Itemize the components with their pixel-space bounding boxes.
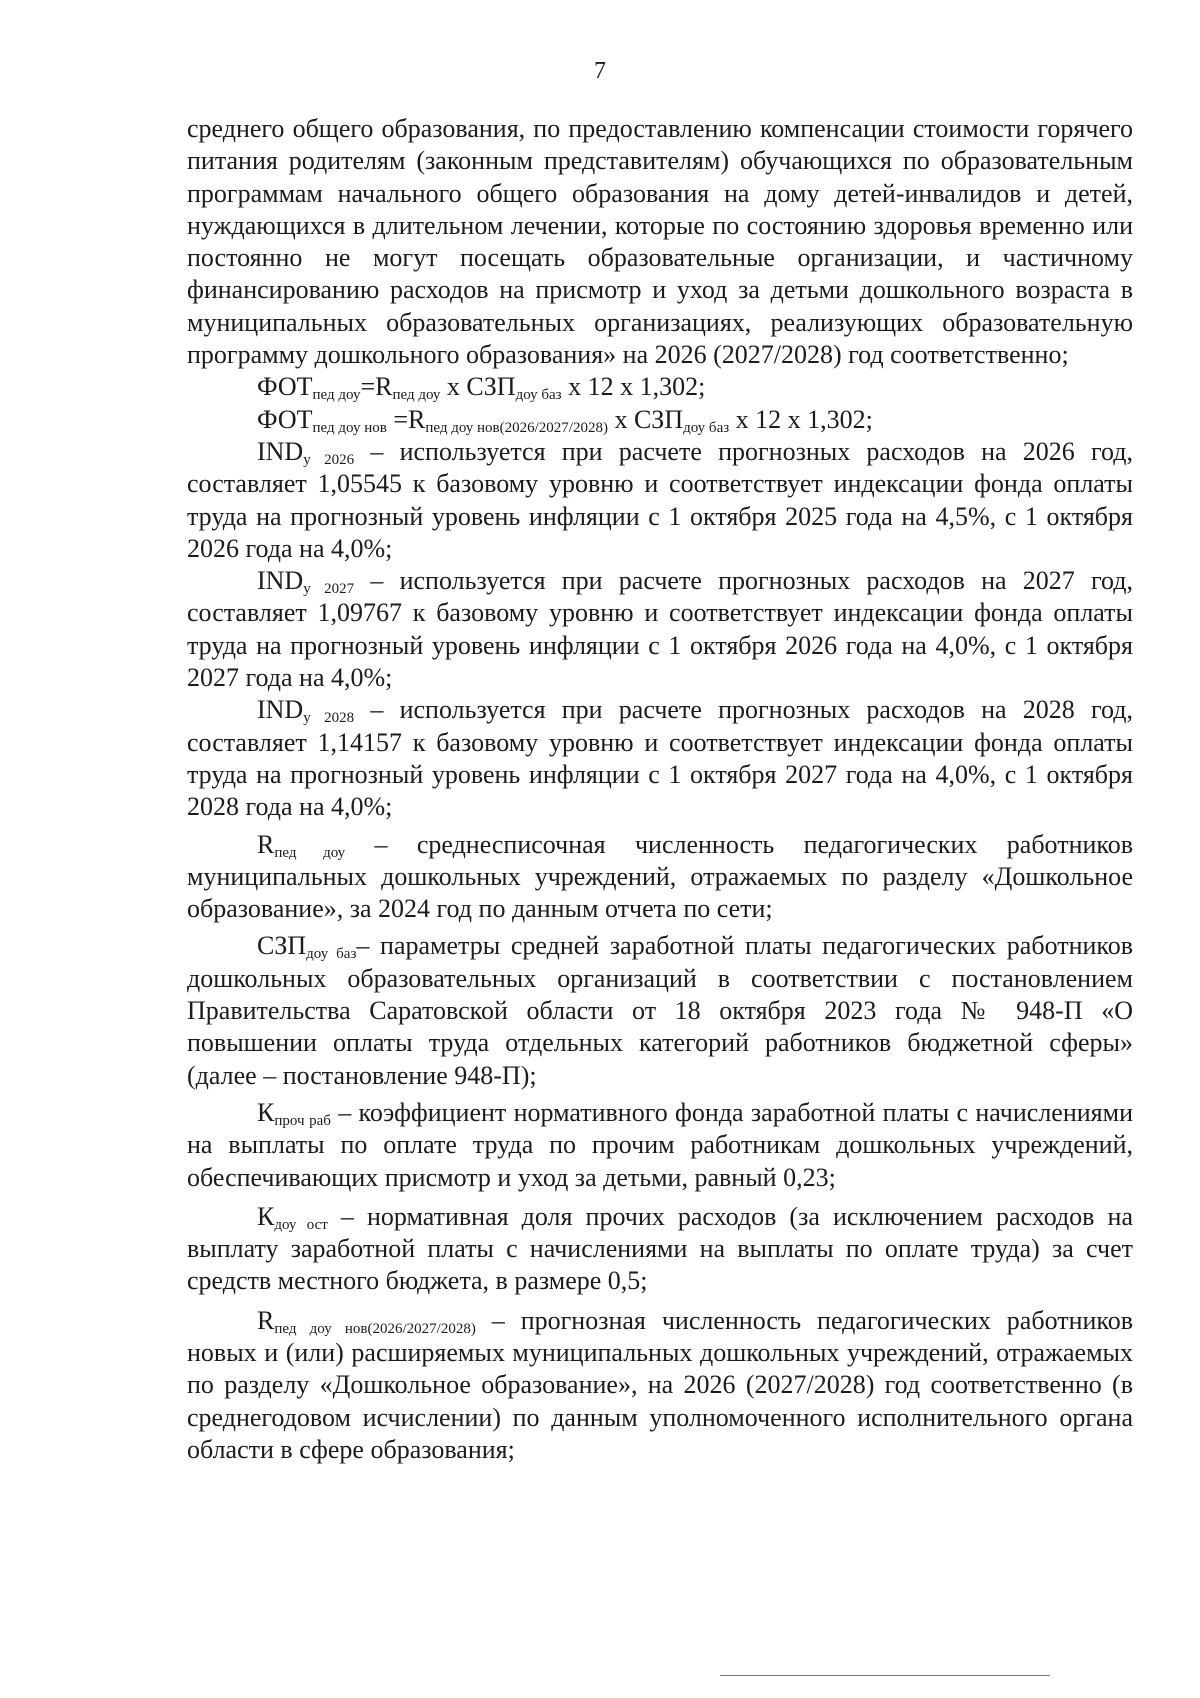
formula-fot-ped-dou-nov: $ФОТ_{пед доу нов} =R_{пед доу нов(2026/2027/2028)}$ х $СЗП_{доу баз}$ х 12 х 1,302; xyxy=(257,404,873,436)
document-body xyxy=(187,113,1133,1466)
page-number: 7 xyxy=(594,58,606,84)
definition-k-proch-rab: $К_{проч раб}$ – коэффициент нормативного фонда заработной платы с начислениями на выплаты по оплате труда по прочим работникам дошкольных учреждений, обеспечивающих присмотр и уход за детьми, равный 0,23; xyxy=(187,1097,1133,1192)
definition-r-ped-dou-nov: $R_{пед доу нов(2026/2027/2028)}$ – прогнозная численность педагогических работников новых и (или) расширяемых муниципальных дошкольных учреждений, отражаемых по разделу «Дошкольное образование», на 2026 (2027/2028) год соответственно (в среднегодовом исчислении) по данным уполномоченного исполнительного органа области в сфере образования; xyxy=(187,1305,1134,1464)
definition-ind-2027: $IND_{у 2027}$ – используется при расчете прогнозных расходов на 2027 год, составляет 1,09767 к базовому уровню и соответствует индексации фонда оплаты труда на прогнозный уровень инфляции с 1 октября 2026 года на 4,0%, с 1 октября 2027 года на 4,0%; xyxy=(187,566,1134,693)
definition-szp-dou-baz: $СЗП_{доу баз}-$ параметры средней заработной платы педагогических работников дошкольных образовательных организаций в соответствии с постановлением Правительства Саратовской области от 18 октября 2023 года № 948-П «О повышении оплаты труда отдельных категорий работников бюджетной сферы» (далее – постановление 948-П); xyxy=(187,931,1133,1090)
definition-ind-2026: $IND_{у 2026}$ – используется при расчете прогнозных расходов на 2026 год, составляет 1,05545 к базовому уровню и соответствует индексации фонда оплаты труда на прогнозный уровень инфляции с 1 октября 2025 года на 4,5%, с 1 октября 2026 года на 4,0%; xyxy=(187,436,1134,563)
footer-divider xyxy=(720,1675,1050,1676)
paragraph-continuation: среднего общего образования, по предоставлению компенсации стоимости горячего питания родителям (законным представителям) обучающихся по образовательным программам начального общего образования на дому детей-инвалидов и детей, нуждающихся в длительном лечении, которые по состоянию здоровья временно или постоянно не могут посещать образовательные организации, и частичному финансированию расходов на присмотр и уход за детьми дошкольного возраста в муниципальных образовательных организациях, реализующих образовательную программу дошкольного образования» на 2026 (2027/2028) год соответственно; xyxy=(187,114,1133,370)
definition-r-ped-dou: $R_{пед доу}$ – среднесписочная численность педагогических работников муниципальных дошкольных учреждений, отражаемых по разделу «Дошкольное образование», за 2024 год по данным отчета по сети; xyxy=(187,829,1133,924)
definition-ind-2028: $IND_{у 2028}$ – используется при расчете прогнозных расходов на 2028 год, составляет 1,14157 к базовому уровню и соответствует индексации фонда оплаты труда на прогнозный уровень инфляции с 1 октября 2027 года на 4,0%, с 1 октября 2028 года на 4,0%; xyxy=(187,695,1134,822)
formula-fot-ped-dou: $ФОТ_{пед доу}=R_{пед доу}$ х $СЗП_{доу баз}$ х 12 х 1,302; xyxy=(257,372,706,404)
definition-k-dou-ost: $К_{доу ост}$ – нормативная доля прочих расходов (за исключением расходов на выплату заработной платы с начислениями на выплаты по оплате труда) за счет средств местного бюджета, в размере 0,5; xyxy=(187,1201,1133,1296)
